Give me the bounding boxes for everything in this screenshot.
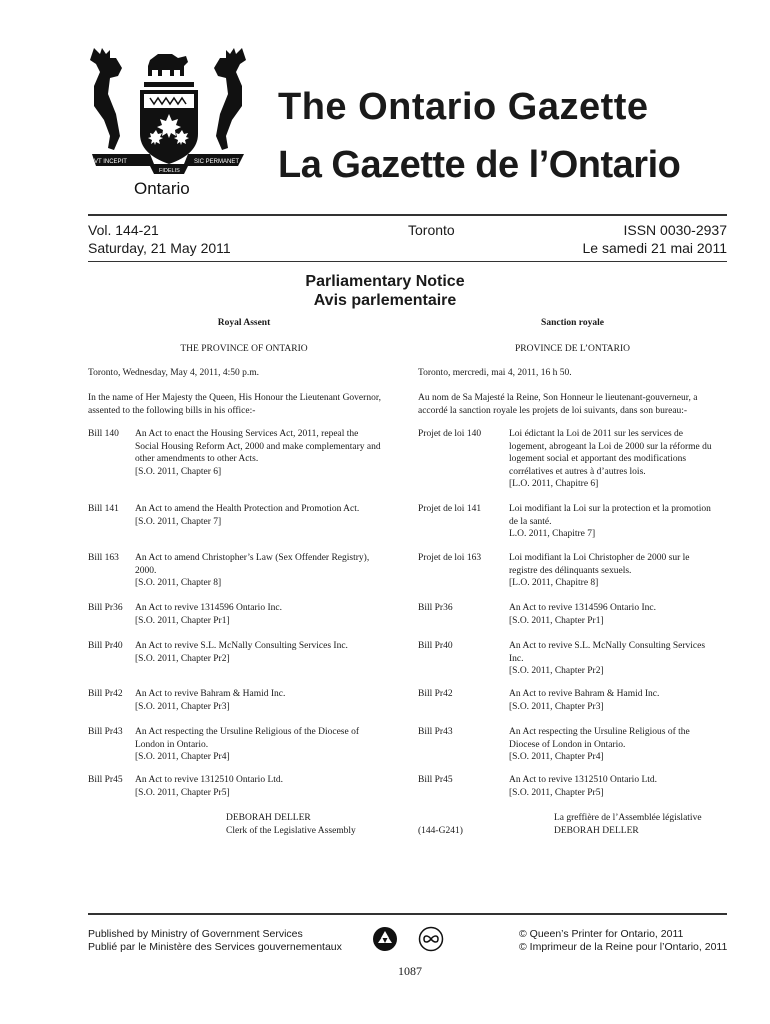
intro-english (88, 392, 381, 417)
bill-description-english (135, 602, 282, 627)
bill-description-line: An Act to amend the Health Protection and Promotion Act. (135, 504, 360, 514)
bill-description-line: An Act to amend Christopher’s Law (Sex Offender Registry), (135, 553, 370, 563)
clerk-title-french: La greffière de l’Assemblée législative (554, 813, 702, 823)
bill-description-line: An Act to revive 1314596 Ontario Inc. (509, 603, 656, 613)
bill-number-french: Projet de loi 163 (418, 553, 482, 563)
header-rule-bottom (88, 261, 727, 262)
bill-description-line: [S.O. 2011, Chapter Pr5] (509, 787, 604, 798)
bill-description-line: [L.O. 2011, Chapitre 8] (509, 578, 599, 589)
bill-description-line: logement, abrogeant la Loi de 2000 sur la réforme du (509, 441, 712, 452)
royal-assent-heading: Royal Assent (217, 318, 271, 328)
bill-description-english (135, 503, 359, 528)
issue-date-french: Le samedi 21 mai 2011 (582, 240, 727, 256)
bill-description-line: [S.O. 2011, Chapter Pr4] (509, 752, 604, 763)
bill-description-line: Diocese of London in Ontario. (509, 739, 626, 750)
footer-rule (88, 913, 727, 915)
bill-description-line: An Act to revive 1312510 Ontario Ltd. (509, 775, 658, 785)
crest-wordmark: Ontario (134, 179, 190, 198)
recycle-icon (372, 926, 398, 952)
bill-description-line: Loi modifiant la Loi sur la protection et la promotion (509, 504, 711, 514)
bill-number-english: Bill Pr42 (88, 689, 123, 699)
bill-number-french: Bill Pr43 (418, 727, 453, 737)
bill-description-line: [S.O. 2011, Chapter Pr3] (135, 701, 230, 712)
province-heading-english: THE PROVINCE OF ONTARIO (180, 344, 308, 354)
bill-number-english: Bill 163 (88, 553, 119, 563)
issue-place: Toronto (408, 222, 455, 238)
bill-description-line: [S.O. 2011, Chapter Pr1] (509, 615, 604, 626)
bill-row (88, 428, 727, 488)
bill-description-english (135, 774, 283, 799)
bill-description-line: [L.O. 2011, Chapitre 6] (509, 479, 599, 490)
bill-description-french (509, 503, 711, 541)
bill-description-line: [S.O. 2011, Chapter 6] (135, 466, 222, 477)
bill-description-line: Social Housing Reform Act, 2000 and make complementary and (135, 441, 381, 452)
bill-description-line: An Act to revive 1314596 Ontario Inc. (135, 603, 282, 613)
bill-description-line: An Act to enact the Housing Services Act, 2011, repeal the (135, 429, 359, 439)
bill-description-english (135, 640, 348, 665)
sanction-royale-heading: Sanction royale (541, 318, 604, 328)
bill-description-line: Loi édictant la Loi de 2011 sur les services de (509, 429, 684, 439)
bill-description-line: [S.O. 2011, Chapter Pr5] (135, 787, 230, 798)
bill-description-line: [S.O. 2011, Chapter Pr2] (509, 666, 604, 677)
ontario-coat-of-arms-logo (88, 42, 248, 202)
bill-description-line: L.O. 2011, Chapitre 7] (509, 529, 596, 540)
bill-description-line: An Act respecting the Ursuline Religious of the (509, 727, 690, 737)
bill-description-line: An Act to revive 1312510 Ontario Ltd. (135, 775, 284, 785)
document-reference: (144-G241) (418, 826, 463, 836)
page-number: 1087 (398, 964, 422, 978)
bill-description-line: An Act to revive Bahram & Hamid Inc. (509, 689, 660, 699)
bill-description-line: logement social et apportant des modifications (509, 454, 687, 465)
bill-description-line: An Act respecting the Ursuline Religious of the Diocese of (135, 727, 359, 737)
gazette-title-french: La Gazette de l’Ontario (278, 144, 681, 186)
bill-description-line: other amendments to other Acts. (135, 454, 259, 465)
province-heading-french: PROVINCE DE L’ONTARIO (515, 344, 630, 354)
bill-description-line: [S.O. 2011, Chapter 7] (135, 516, 222, 527)
issue-date-english: Saturday, 21 May 2011 (88, 240, 231, 256)
bill-description-line: An Act to revive S.L. McNally Consulting Services Inc. (135, 641, 348, 651)
bill-description-line: corrélatives et autres à d’autres lois. (509, 466, 646, 477)
dateline-english: Toronto, Wednesday, May 4, 2011, 4:50 p.m. (88, 368, 260, 378)
infinity-paper-icon (418, 926, 444, 952)
clerk-name-french: DEBORAH DELLER (554, 826, 639, 836)
bill-description-line: [S.O. 2011, Chapter Pr3] (509, 701, 604, 712)
bill-number-french: Bill Pr40 (418, 641, 453, 651)
volume-number: Vol. 144-21 (88, 222, 159, 238)
publisher-english: Published by Ministry of Government Services (88, 928, 303, 940)
bill-description-french (509, 552, 689, 590)
bill-description-line: [S.O. 2011, Chapter Pr4] (135, 752, 230, 763)
intro-french (418, 392, 698, 417)
bill-number-english: Bill Pr43 (88, 727, 123, 737)
bill-number-english: Bill 141 (88, 504, 119, 514)
bill-description-line: de la santé. (509, 516, 552, 527)
clerk-title-english: Clerk of the Legislative Assembly (226, 826, 356, 836)
bill-description-line: An Act to revive S.L. McNally Consulting Services (509, 641, 706, 651)
bill-description-english (135, 688, 285, 713)
bill-number-english: Bill Pr36 (88, 603, 123, 613)
bill-number-english: Bill Pr45 (88, 775, 123, 785)
intro-french-line: Au nom de Sa Majesté la Reine, Son Honneur le lieutenant-gouverneur, a (418, 393, 698, 403)
dateline-french: Toronto, mercredi, mai 4, 2011, 16 h 50. (418, 368, 572, 378)
issn: ISSN 0030-2937 (623, 222, 727, 238)
bill-description-english (135, 428, 381, 478)
bill-number-french: Bill Pr36 (418, 603, 453, 613)
intro-english-line: assented to the following bills in his office:- (88, 405, 256, 416)
bill-description-french (509, 688, 659, 713)
copyright-french: © Imprimeur de la Reine pour l’Ontario, 2011 (519, 941, 728, 953)
bill-number-french: Bill Pr42 (418, 689, 453, 699)
bill-description-line: [S.O. 2011, Chapter Pr2] (135, 653, 230, 664)
bill-description-line: Inc. (509, 653, 524, 664)
copyright-english: © Queen’s Printer for Ontario, 2011 (519, 928, 684, 940)
bill-number-english: Bill Pr40 (88, 641, 123, 651)
publisher-french: Publié par le Ministère des Services gouvernementaux (88, 941, 342, 953)
notice-title-french: Avis parlementaire (313, 292, 457, 309)
bill-number-french: Bill Pr45 (418, 775, 453, 785)
bill-description-line: 2000. (135, 565, 157, 576)
bill-number-french: Projet de loi 140 (418, 429, 482, 439)
clerk-name-english: DEBORAH DELLER (226, 813, 311, 823)
bill-description-french (509, 726, 690, 764)
motto-middle: FIDELIS (159, 168, 180, 174)
bill-description-english (135, 726, 359, 764)
gazette-title-english: The Ontario Gazette (278, 86, 649, 128)
bill-description-french (509, 774, 657, 799)
bill-description-english (135, 552, 369, 590)
bill-description-line: An Act to revive Bahram & Hamid Inc. (135, 689, 286, 699)
bill-description-line: registre des délinquants sexuels. (509, 565, 632, 576)
bill-description-line: London in Ontario. (135, 739, 209, 750)
motto-left: VT INCEPIT (94, 159, 127, 165)
intro-french-line: accordé la sanction royale les projets de loi suivants, dans son bureau:- (418, 405, 688, 416)
notice-title-english: Parliamentary Notice (305, 273, 465, 290)
bill-description-french (509, 428, 712, 491)
intro-english-line: In the name of Her Majesty the Queen, His Honour the Lieutenant Governor, (88, 393, 381, 403)
header-rule-top (88, 214, 727, 216)
bill-description-line: [S.O. 2011, Chapter 8] (135, 578, 222, 589)
bill-description-line: Loi modifiant la Loi Christopher de 2000 sur le (509, 553, 690, 563)
bill-description-french (509, 602, 656, 627)
bill-description-line: [S.O. 2011, Chapter Pr1] (135, 615, 230, 626)
bill-number-english: Bill 140 (88, 429, 119, 439)
bill-number-french: Projet de loi 141 (418, 504, 482, 514)
motto-right: SIC PERMANET (194, 159, 240, 165)
bill-description-french (509, 640, 705, 678)
